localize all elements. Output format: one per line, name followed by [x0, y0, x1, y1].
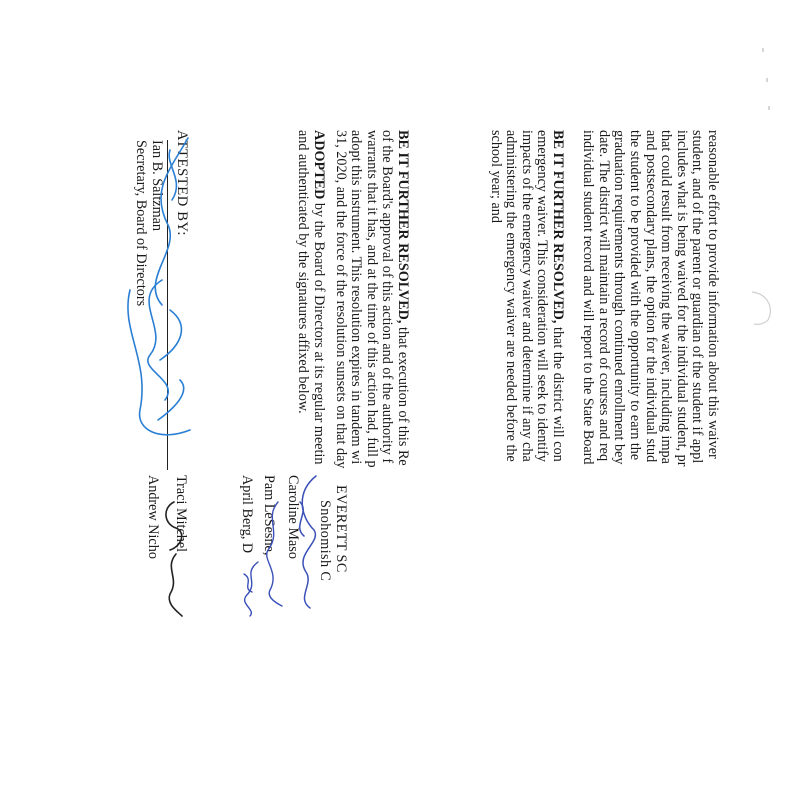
text-line: warrants that it has, and at the time of this action had, full p	[363, 130, 380, 468]
scan-speck	[768, 106, 770, 110]
board-member-name: Caroline Maso	[285, 475, 301, 559]
text-line	[394, 130, 410, 790]
text-line: and authenticated by the signatures affixed below.	[295, 130, 312, 414]
scan-speck	[762, 48, 764, 52]
text-line: school year; and	[487, 130, 504, 223]
scan-speck	[766, 78, 768, 82]
text-line: the student to be provided with the opportunity to earn the	[627, 130, 644, 461]
text-line: graduation requirements through continued enrollment bey	[611, 130, 628, 465]
text-line: includes what is being waived for the individual student, pr	[673, 130, 690, 467]
resolution-lead-rest: that execution of this Re	[395, 323, 411, 466]
county-name: Snohomish C	[317, 500, 333, 582]
text-line: administering the emergency waiver are needed before the	[503, 130, 520, 462]
signature-line	[167, 140, 168, 470]
scan-hole-mark	[744, 290, 784, 326]
waiver-paragraph	[580, 130, 720, 790]
text-line	[549, 130, 565, 790]
text-line: adopt this instrument. This resolution expires in tandem wi	[348, 130, 365, 465]
text-line: and postsecondary plans, the option for the individual stud	[642, 130, 659, 463]
board-member-name: Pam LeSesne,	[261, 475, 277, 556]
text-line: reasonable effort to provide information about this waiver	[705, 130, 721, 459]
resolution-lead: BE IT FURTHER RESOLVED,	[395, 130, 411, 324]
resolution-lead-rest: that the district will con	[550, 323, 566, 462]
adopted-line	[310, 130, 326, 790]
adopted-lead: ADOPTED	[311, 130, 328, 200]
board-member-name: Andrew Nicho	[145, 475, 161, 559]
text-line: 31, 2020, and the force of the resolution sunsets on that day	[332, 130, 349, 469]
adopted-rest: by the Board of Directors at its regular meetin	[311, 199, 328, 465]
secretary-title: Secretary, Board of Directors	[133, 140, 149, 307]
district-name: EVERETT SC	[333, 485, 349, 573]
text-line: emergency waiver. This consideration will seek to identify	[534, 130, 551, 463]
board-member-name: April Berg, D	[239, 475, 255, 554]
rotated-document-page	[130, 130, 720, 730]
resolution-lead: BE IT FURTHER RESOLVED,	[550, 130, 566, 324]
secretary-name: Ian B. Saltzman	[149, 140, 165, 232]
board-member-name: Traci Mitchel	[173, 475, 189, 553]
text-line: of the Board's approval of this action and of the authority f	[379, 130, 396, 464]
further-resolved-paragraph-2	[295, 130, 410, 790]
text-line: that could result from receiving the waiver, including impa	[658, 130, 675, 464]
further-resolved-paragraph-1	[487, 130, 565, 790]
attested-by-label: ATTESTED BY:	[174, 130, 190, 236]
text-line: student, and of the parent or guardian of the student if appl	[689, 130, 706, 464]
text-line: individual student record and will report to the State Board	[580, 130, 597, 465]
text-line: date. The district will maintain a record of courses and req	[595, 130, 612, 462]
text-line: impacts of the emergency waiver and determine if any cha	[518, 130, 535, 462]
